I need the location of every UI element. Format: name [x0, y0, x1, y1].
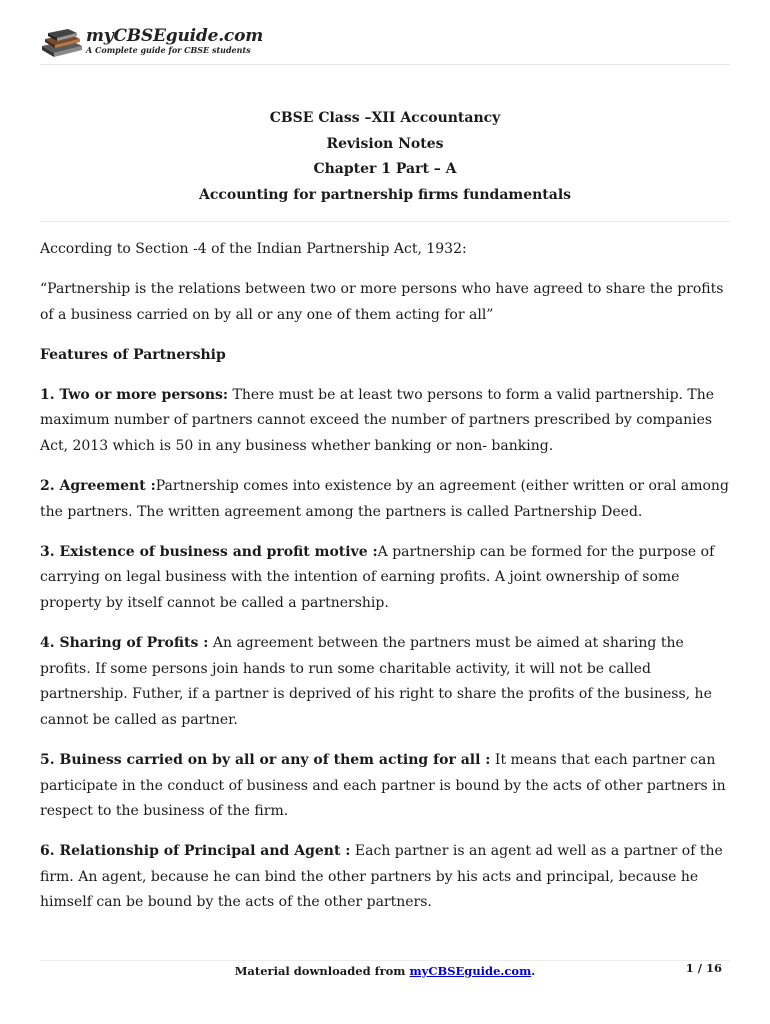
page-header [40, 26, 730, 65]
logo-tagline: A Complete guide for CBSE students [86, 45, 251, 55]
feature-label: 3. Existence of business and profit motive : [40, 543, 378, 560]
feature-label: 5. Buiness carried on by all or any of them acting for all : [40, 752, 491, 768]
feature-text: A partnership can be formed for the purpose of carrying on legal business with the intention of earning profits. A joint ownership of some property by itself cannot be called a partnership. [40, 543, 715, 612]
feature-item [40, 383, 732, 460]
feature-label: 2. Agreement : [40, 478, 156, 495]
page-number: 1 / 16 [685, 961, 722, 975]
page-footer [40, 963, 730, 983]
title-divider [40, 221, 730, 222]
section-reference: According to Section -4 of the Indian Partnership Act, 1932: [40, 241, 467, 257]
feature-item [40, 540, 732, 617]
feature-item [40, 839, 732, 916]
title-chapter: Chapter 1 Part – A [313, 161, 457, 177]
title-class: CBSE Class –XII Accountancy [269, 110, 501, 126]
site-logo[interactable] [40, 28, 263, 58]
feature-text: Each partner is an agent ad well as a partner of the firm. An agent, because he can bind the other partners by his acts and principal, because he himself can be bound by the acts of the other partners. [40, 843, 723, 911]
footer-prefix: Material downloaded from [234, 964, 410, 978]
feature-text: It means that each partner can participate in the conduct of business and each partner is bound by the acts of other partners in respect to the business of the firm. [40, 752, 726, 820]
feature-text: There must be at least two persons to form a valid partnership. The maximum number of partners cannot exceed the number of partners prescribed by companies Act, 2013 which is 50 in any business whether banking or non- banking. [40, 386, 715, 455]
feature-text: Partnership comes into existence by an agreement (either written or oral among the partners. The written agreement among the partners is called Partnership Deed. [40, 478, 729, 520]
document-body [40, 237, 732, 931]
footer-site-link[interactable]: myCBSEguide.com [409, 964, 532, 978]
footer-suffix: . [531, 964, 536, 978]
feature-item [40, 748, 732, 825]
feature-item [40, 631, 732, 733]
title-topic: Accounting for partnership firms fundamentals [198, 186, 572, 203]
feature-label: 1. Two or more persons: [40, 386, 229, 403]
footer-credit [40, 964, 730, 978]
footer-divider [40, 960, 730, 961]
feature-label: 6. Relationship of Principal and Agent : [40, 843, 351, 860]
document-title [40, 106, 730, 208]
feature-item [40, 474, 732, 525]
logo-brand: myCBSEguide.com [86, 26, 264, 46]
partnership-definition: “Partnership is the relations between two or more persons who have agreed to share the profits of a business carried on by all or any one of them acting for all” [40, 281, 724, 323]
feature-text: An agreement between the partners must be aimed at sharing the profits. If some persons join hands to run some charitable activity, it will not be called partnership. Futher, if a partner is deprived of his right to share the profits of the business, he cannot be called as partner. [40, 635, 712, 728]
books-logo-icon [40, 28, 84, 58]
feature-label: 4. Sharing of Profits : [40, 635, 209, 652]
features-heading: Features of Partnership [40, 346, 226, 363]
logo-text [86, 28, 263, 54]
title-subtitle: Revision Notes [326, 135, 444, 152]
